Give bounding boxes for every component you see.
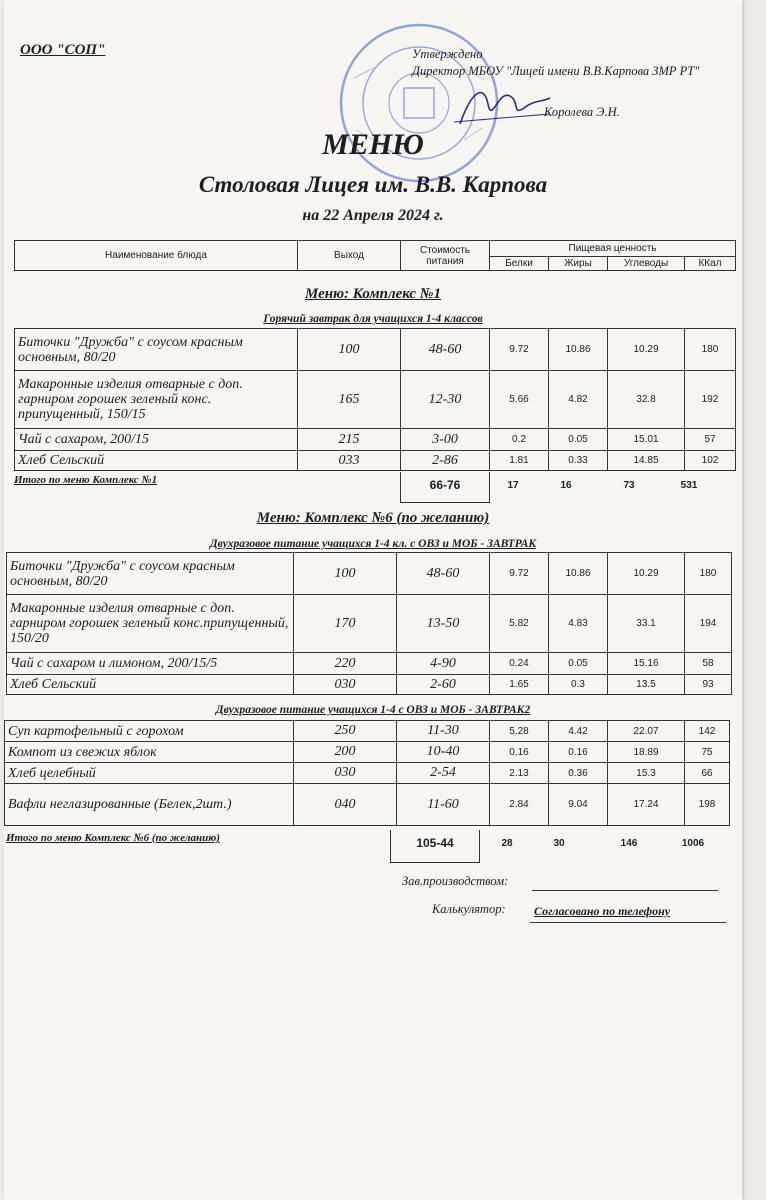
table-row: Макаронные изделия отварные с доп. гарниром горошек зеленый конс. припущенный, 150/15 165 12-30 5.66 4.82 32.8 192 — [15, 371, 736, 429]
complex6-title: Меню: Комплекс №6 (по желанию) — [256, 510, 490, 526]
menu-title: МЕНЮ — [322, 128, 424, 161]
complex1-total-label: Итого по меню Комплекс №1 — [14, 474, 158, 486]
complex1-total-cost: 66-76 — [400, 472, 490, 503]
table-row: Компот из свежих яблок 200 10-40 0.16 0.16 18.89 75 — [5, 742, 730, 763]
complex6-total-protein: 28 — [501, 838, 513, 849]
table-row: Хлеб Сельский 033 2-86 1.81 0.33 14.85 102 — [15, 451, 736, 471]
approval-line1: Утверждено — [412, 47, 483, 61]
col-carbs: Углеводы — [608, 257, 685, 271]
production-label: Зав.производством: — [402, 874, 509, 888]
calculator-signature-line — [530, 922, 726, 923]
complex6-subtitle2: Двухразовое питание учащихся 1-4 с ОВЗ и МОБ - ЗАВТРАК2 — [215, 704, 531, 716]
col-cost: Стоимость питания — [401, 241, 490, 271]
complex6-total-label: Итого по меню Комплекс №6 (по желанию) — [6, 832, 220, 844]
approval-block — [412, 46, 742, 119]
complex6-total-fat: 30 — [553, 838, 565, 849]
approval-line2: Директор МБОУ "Лицей имени В.В.Карпова ЗМР РТ" — [412, 64, 700, 78]
table-row: Суп картофельный с горохом 250 11-30 5.28 4.42 22.07 142 — [5, 721, 730, 742]
complex1-title: Меню: Комплекс №1 — [305, 286, 441, 302]
table-row: Хлеб Сельский 030 2-60 1.65 0.3 13.5 93 — [7, 675, 732, 695]
header-table — [14, 240, 736, 271]
calculator-value: Согласовано по телефону — [534, 904, 671, 918]
signature-icon — [454, 80, 554, 130]
table-row: Чай с сахаром, 200/15 215 3-00 0.2 0.05 15.01 57 — [15, 429, 736, 451]
table-row: Вафли неглазированные (Белек,2шт.) 040 11-60 2.84 9.04 17.24 198 — [5, 784, 730, 826]
table-row: Макаронные изделия отварные с доп. гарниром горошек зеленый конс.припущенный, 150/20 170 13-50 5.82 4.83 33.1 194 — [7, 595, 732, 653]
complex1-total-protein: 17 — [507, 480, 519, 491]
complex6-table2 — [4, 720, 730, 826]
menu-date: на 22 Апреля 2024 г. — [302, 207, 444, 224]
col-name: Наименование блюда — [15, 241, 298, 271]
complex1-total-carbs: 73 — [623, 480, 635, 491]
col-protein: Белки — [490, 257, 549, 271]
col-fat: Жиры — [549, 257, 608, 271]
table-row: Биточки "Дружба" с соусом красным основным, 80/20 100 48-60 9.72 10.86 10.29 180 — [15, 329, 736, 371]
menu-subtitle: Столовая Лицея им. В.В. Карпова — [198, 172, 548, 197]
complex6-total-carbs: 146 — [620, 838, 638, 849]
complex6-table1 — [6, 552, 732, 695]
complex6-total-cost: 105-44 — [390, 830, 480, 863]
menu-sheet — [4, 0, 742, 1200]
table-row: Чай с сахаром и лимоном, 200/15/5 220 4-90 0.24 0.05 15.16 58 — [7, 653, 732, 675]
table-row: Биточки "Дружба" с соусом красным основным, 80/20 100 48-60 9.72 10.86 10.29 180 — [7, 553, 732, 595]
org-name: ООО "СОП" — [20, 42, 106, 58]
complex1-total-kcal: 531 — [680, 480, 698, 491]
col-yield: Выход — [298, 241, 401, 271]
complex6-subtitle1: Двухразовое питание учащихся 1-4 кл. с ОВЗ и МОБ - ЗАВТРАК — [209, 538, 537, 550]
table-row: Хлеб целебный 030 2-54 2.13 0.36 15.3 66 — [5, 763, 730, 784]
complex1-subtitle: Горячий завтрак для учащихся 1-4 классов — [263, 313, 483, 325]
col-nutrition: Пищевая ценность — [490, 241, 736, 257]
approver-name: Королева Э.Н. — [544, 105, 620, 119]
production-signature-line — [532, 890, 718, 891]
complex6-total-kcal: 1006 — [681, 838, 705, 849]
col-kcal: ККал — [685, 257, 736, 271]
complex1-total-fat: 16 — [560, 480, 572, 491]
calculator-label: Калькулятор: — [432, 902, 506, 916]
complex1-table — [14, 328, 736, 471]
